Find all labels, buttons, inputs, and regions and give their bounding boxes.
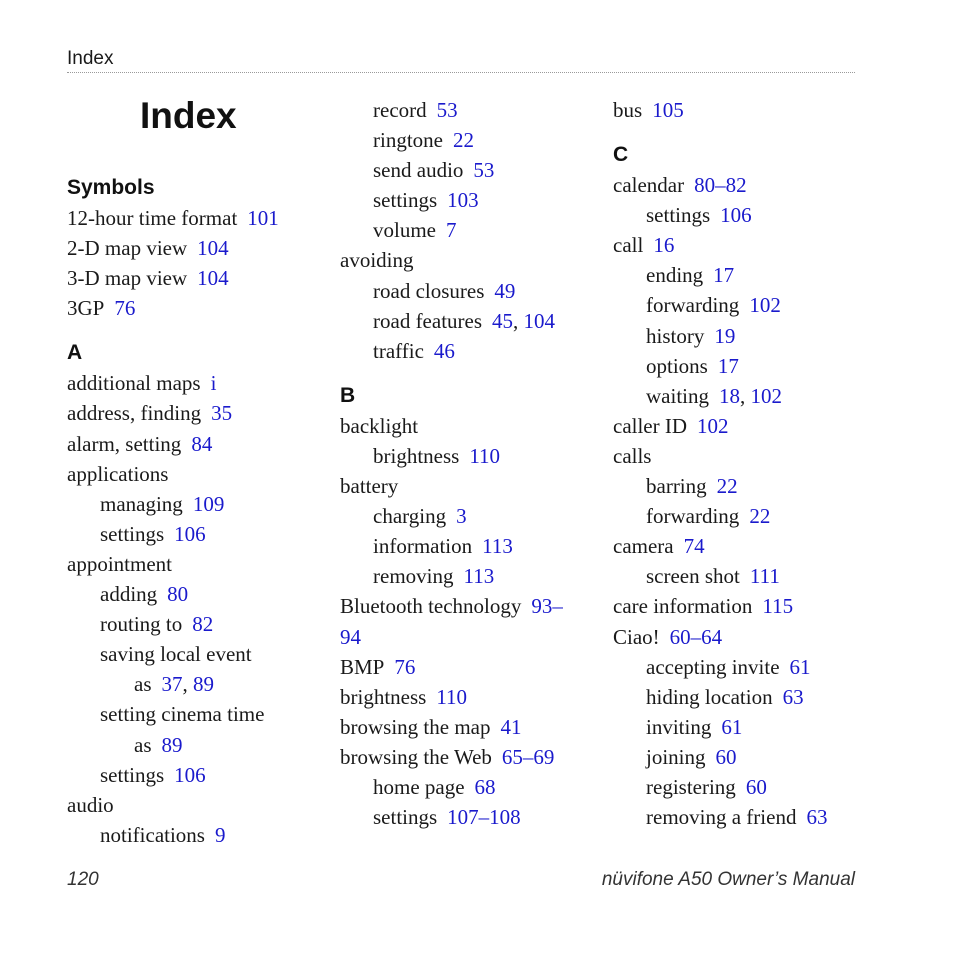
index-term: browsing the Web (340, 744, 492, 769)
page-reference-link[interactable]: 18 (719, 383, 740, 408)
index-entry (340, 622, 590, 652)
index-entry (67, 233, 317, 263)
page-reference-link[interactable]: 60–64 (669, 624, 723, 649)
index-term: call (613, 233, 644, 258)
page-reference-link[interactable]: 105 (652, 98, 684, 122)
index-term: home page (373, 774, 465, 799)
index-entry (340, 411, 590, 441)
page-reference-link[interactable]: 115 (762, 594, 794, 619)
index-entry (67, 459, 317, 489)
index-entry (613, 95, 863, 125)
page-reference-link[interactable]: 84 (191, 431, 213, 456)
page-reference-link[interactable]: 94 (340, 624, 361, 649)
index-entry (340, 742, 590, 772)
page-reference-link[interactable]: 102 (750, 383, 782, 408)
index-subentry (67, 820, 317, 850)
index-term: accepting invite (646, 654, 780, 679)
index-term: care information (613, 594, 753, 619)
index-term: information (373, 534, 473, 559)
index-entry (67, 368, 317, 398)
index-subentry (67, 730, 317, 760)
index-term: record (373, 98, 427, 122)
index-term: as (134, 672, 152, 697)
index-term: adding (100, 582, 158, 607)
page-reference-link[interactable]: 68 (474, 774, 496, 799)
index-subentry (340, 802, 590, 832)
page-reference-link[interactable]: 107–108 (447, 805, 521, 830)
index-term: managing (100, 491, 183, 516)
index-subentry (613, 742, 863, 772)
index-subentry (340, 441, 590, 471)
index-term: joining (646, 744, 706, 769)
index-term: charging (373, 504, 447, 529)
page-reference-link[interactable]: 61 (789, 654, 811, 679)
index-subentry (613, 260, 863, 290)
index-entry (340, 652, 590, 682)
index-subentry (340, 155, 590, 185)
page-reference-link[interactable]: 74 (683, 534, 705, 559)
page-number: 120 (67, 869, 99, 890)
index-subentry (340, 561, 590, 591)
index-term: traffic (373, 338, 424, 363)
index-term: settings (373, 188, 438, 213)
index-entry (613, 591, 863, 621)
index-term: settings (100, 521, 165, 546)
section-heading: C (613, 143, 629, 167)
index-term: Ciao! (613, 624, 660, 649)
page-reference-link[interactable]: 101 (247, 206, 279, 230)
index-subentry: road features 45, 104 (373, 308, 556, 333)
page-reference-link[interactable]: 49 (494, 278, 516, 303)
page-reference-link[interactable]: 35 (211, 401, 233, 426)
page-reference-link[interactable]: 80 (167, 582, 189, 607)
index-term: waiting (646, 383, 709, 408)
index-term: bus (613, 98, 643, 122)
index-term: 12-hour time format (67, 206, 238, 230)
header-rule (67, 72, 855, 73)
index-subentry (613, 712, 863, 742)
index-term: calls (613, 443, 652, 468)
index-subentry (613, 772, 863, 802)
index-term: address, finding (67, 401, 202, 426)
index-term: road features (373, 308, 483, 333)
index-entry (67, 398, 317, 428)
page-reference-link[interactable]: 102 (697, 413, 729, 438)
index-term: calendar (613, 173, 685, 198)
index-term: notifications (100, 822, 205, 847)
index-subentry (613, 290, 863, 320)
index-term: inviting (646, 714, 712, 739)
index-subentry (613, 200, 863, 230)
index-subentry (67, 760, 317, 790)
index-entry (613, 170, 863, 200)
index-entry (613, 441, 863, 471)
page-reference-link[interactable]: 76 (114, 296, 136, 321)
page-reference-link[interactable]: 53 (473, 158, 495, 183)
index-term: alarm, setting (67, 431, 182, 456)
page-reference-link[interactable]: 17 (713, 263, 735, 288)
page-reference-link[interactable]: 65–69 (501, 744, 555, 769)
page-reference-link[interactable]: 53 (436, 98, 458, 122)
page-reference-link[interactable]: 106 (720, 203, 752, 228)
index-subentry (340, 125, 590, 155)
index-subentry (340, 531, 590, 561)
page-reference-link[interactable]: 22 (716, 474, 738, 499)
index-entry (340, 591, 590, 621)
index-entry (613, 531, 863, 561)
index-subentry: as 37, 89 (134, 672, 214, 697)
index-subentry (613, 501, 863, 531)
page-reference-link[interactable]: 37 (161, 672, 183, 697)
index-subentry (340, 336, 590, 366)
index-term: appointment (67, 551, 172, 576)
index-term: barring (646, 474, 707, 499)
index-entry (340, 245, 590, 275)
index-entry (340, 712, 590, 742)
running-head: Index (67, 48, 114, 69)
page-reference-link[interactable]: 61 (721, 714, 743, 739)
page-title: Index (140, 95, 237, 136)
page-reference-link[interactable]: 60 (715, 744, 737, 769)
index-term: history (646, 323, 705, 348)
page-reference-link[interactable]: i (210, 371, 217, 396)
page-reference-link[interactable]: 109 (192, 491, 225, 516)
page-reference-link[interactable]: 17 (717, 353, 739, 378)
index-term: caller ID (613, 413, 688, 438)
index-term: BMP (340, 654, 385, 679)
index-subentry: waiting 18, 102 (646, 383, 782, 408)
index-term: brightness (373, 443, 460, 468)
index-term: brightness (340, 684, 427, 709)
index-term: setting cinema time (100, 702, 265, 727)
page-reference-link[interactable]: 46 (433, 338, 455, 363)
page-reference-link[interactable]: 113 (482, 534, 513, 559)
page-reference-link[interactable]: 7 (446, 218, 457, 243)
page-reference-link[interactable]: 41 (500, 714, 522, 739)
page-reference-link[interactable]: 89 (161, 732, 183, 757)
index-subentry (340, 276, 590, 306)
index-term: forwarding (646, 293, 740, 318)
index-entry (340, 471, 590, 501)
manual-title: nüvifone A50 Owner’s Manual (601, 869, 855, 890)
index-subentry (613, 351, 863, 381)
page-reference-link[interactable]: 19 (714, 323, 736, 348)
index-term: as (134, 732, 152, 757)
page-reference-link[interactable]: 45 (492, 308, 514, 333)
index-entry (340, 682, 590, 712)
index-term: registering (646, 774, 736, 799)
page-reference-link[interactable]: 9 (214, 822, 226, 847)
index-subentry (340, 772, 590, 802)
index-subentry (613, 471, 863, 501)
index-subentry (67, 519, 317, 549)
index-term: settings (646, 203, 711, 228)
index-term: forwarding (646, 504, 740, 529)
page-reference-link[interactable]: 103 (447, 188, 479, 213)
index-term: avoiding (340, 248, 414, 273)
index-term: browsing the map (340, 714, 491, 739)
section-heading: A (67, 341, 83, 365)
index-entry (67, 203, 317, 233)
index-subentry (67, 639, 317, 669)
page-reference-link[interactable]: 104 (197, 266, 229, 291)
page-reference-link[interactable]: 104 (523, 308, 556, 333)
index-term: 3GP (67, 296, 105, 321)
index-entry (613, 411, 863, 441)
index-term: send audio (373, 158, 464, 183)
page-reference-link[interactable]: 110 (469, 443, 501, 468)
index-term: 2-D map view (67, 236, 188, 261)
index-term: road closures (373, 278, 485, 303)
page-reference-link[interactable]: 104 (197, 236, 229, 261)
index-subentry (613, 682, 863, 712)
index-entry (67, 263, 317, 293)
page-reference-link[interactable]: 3 (456, 504, 467, 529)
index-entry (67, 429, 317, 459)
index-term: routing to (100, 612, 183, 637)
index-column-2 (340, 95, 590, 832)
page-reference-link[interactable]: 102 (749, 293, 781, 318)
index-subentry (67, 489, 317, 519)
page-reference-link[interactable]: 82 (192, 612, 214, 637)
index-term: hiding location (646, 684, 773, 709)
index-subentry (340, 501, 590, 531)
index-term: camera (613, 534, 674, 559)
index-term: removing a friend (646, 805, 797, 830)
index-term: backlight (340, 413, 419, 438)
index-entry (67, 790, 317, 820)
index-term: settings (100, 762, 165, 787)
index-entry (613, 622, 863, 652)
index-column-3 (613, 95, 863, 832)
index-subentry (613, 652, 863, 682)
index-term: battery (340, 474, 399, 499)
page-reference-link[interactable]: 16 (653, 233, 675, 258)
section-heading: Symbols (67, 176, 155, 199)
page-reference-link[interactable]: 63 (782, 684, 804, 709)
index-term: Bluetooth technology (340, 594, 522, 619)
index-term: ending (646, 263, 704, 288)
page-reference-link[interactable]: 63 (806, 805, 828, 830)
index-subentry (67, 699, 317, 729)
page-reference-link[interactable]: 93– (531, 594, 563, 619)
index-term: volume (373, 218, 436, 243)
index-term: removing (373, 564, 454, 589)
index-term: additional maps (67, 371, 201, 396)
index-subentry (67, 579, 317, 609)
page-reference-link[interactable]: 106 (174, 762, 206, 787)
page-reference-link[interactable]: 110 (436, 684, 468, 709)
index-term: 3-D map view (67, 266, 188, 291)
index-term: ringtone (373, 128, 443, 153)
page-reference-link[interactable]: 106 (174, 521, 206, 546)
index-term: audio (67, 792, 114, 817)
page-reference-link[interactable]: 113 (463, 564, 495, 589)
page-reference-link[interactable]: 89 (193, 672, 214, 697)
index-entry (67, 549, 317, 579)
page-reference-link[interactable]: 60 (745, 774, 767, 799)
page-reference-link[interactable]: 22 (452, 128, 474, 153)
index-entry (67, 293, 317, 323)
index-term: screen shot (646, 564, 740, 589)
index-subentry (613, 321, 863, 351)
index-subentry (67, 609, 317, 639)
index-term: settings (373, 805, 438, 830)
index-subentry (340, 215, 590, 245)
index-term: applications (67, 461, 169, 486)
page-reference-link[interactable]: 22 (749, 504, 771, 529)
index-entry (613, 230, 863, 260)
index-subentry (340, 95, 590, 125)
index-term: options (646, 353, 708, 378)
index-subentry (613, 561, 863, 591)
index-subentry (613, 802, 863, 832)
section-heading: B (340, 383, 356, 407)
index-term: saving local event (100, 642, 252, 667)
page-reference-link[interactable]: 80–82 (694, 173, 747, 198)
index-column-1 (67, 95, 317, 850)
page-reference-link[interactable]: 76 (394, 654, 416, 679)
page-reference-link[interactable]: 111 (749, 564, 780, 589)
index-subentry (340, 185, 590, 215)
